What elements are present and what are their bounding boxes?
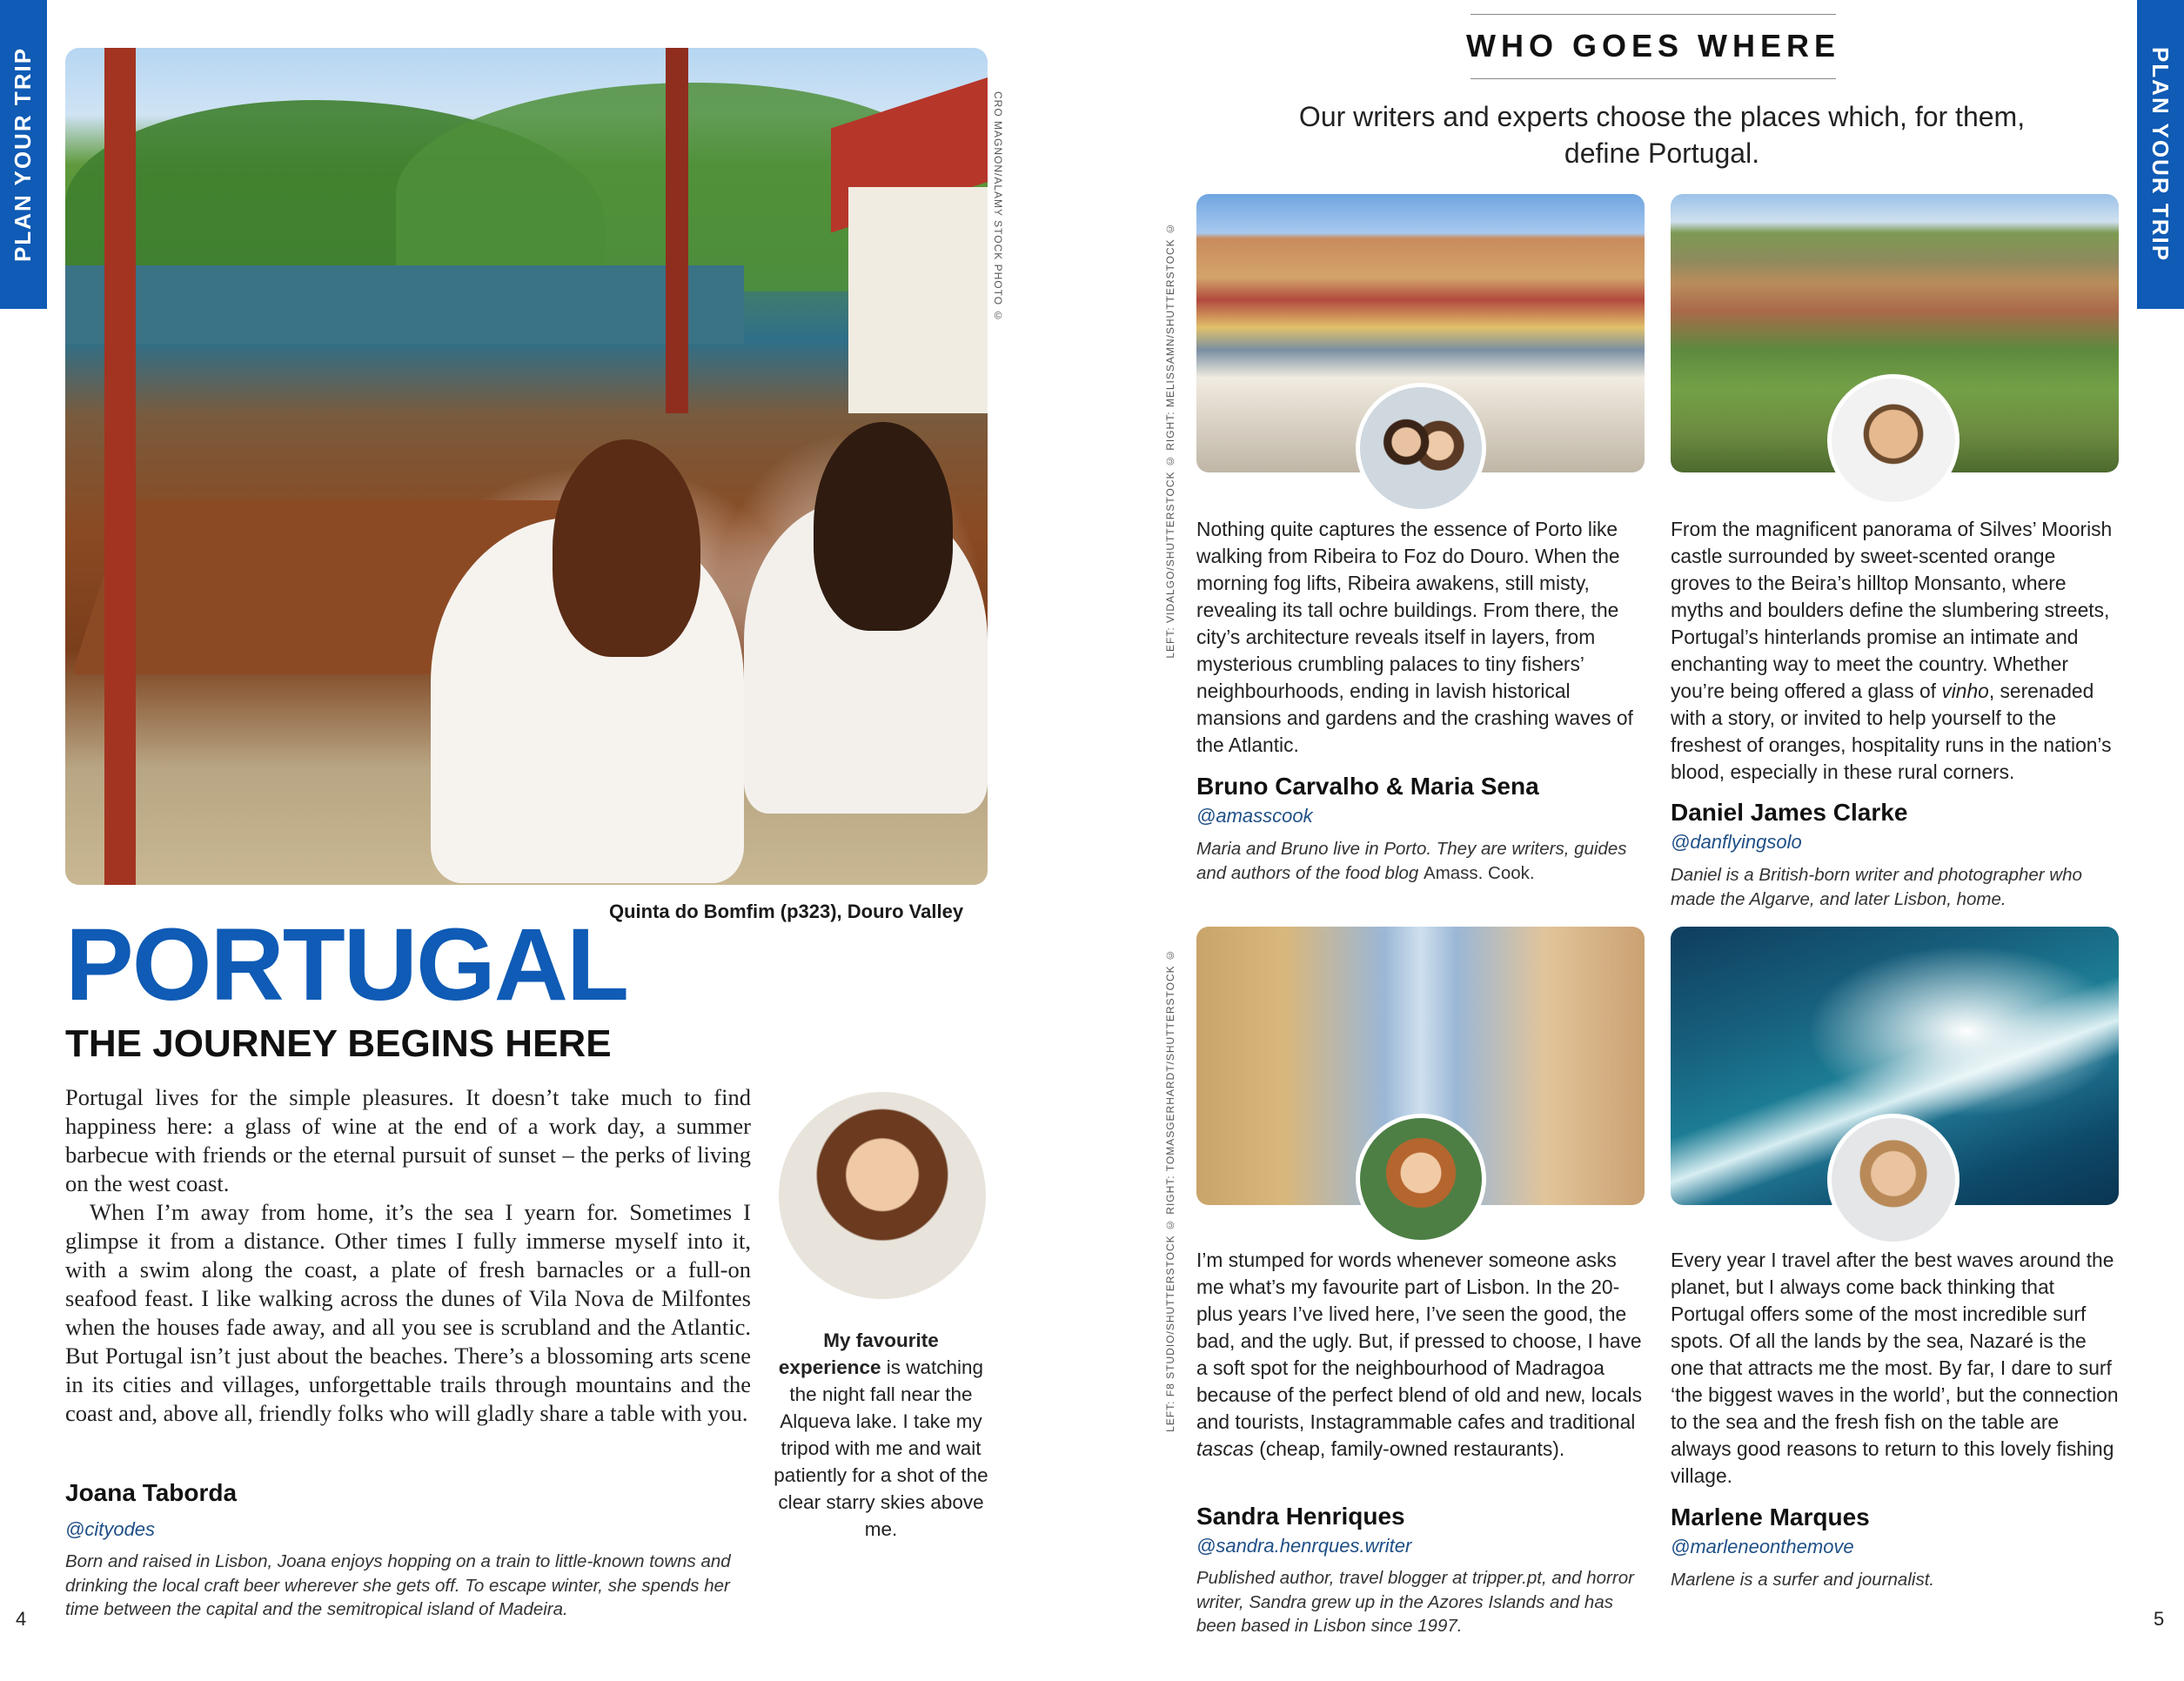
page-title: PORTUGAL [65,907,628,1022]
writer-portrait [1827,1114,1960,1246]
favourite-heading: My favourite experience [778,1329,939,1378]
side-tab-right-label: PLAN YOUR TRIP [2147,46,2174,263]
writer-text-emph: tascas [1196,1437,1254,1460]
photo-credit: CRO MAGNON/ALAMY STOCK PHOTO © [992,91,1004,323]
photo-credit-top: LEFT: VIDALGO/SHUTTERSTOCK © RIGHT: MELISSAMN/SHUTTERSTOCK © [1164,222,1176,659]
section-subtitle-line1: Our writers and experts choose the places which, for them, [1298,101,2026,132]
blog-name: Amass. Cook. [1424,862,1535,883]
writer-portrait [1356,383,1486,513]
writer-text-pre: From the magnificent panorama of Silves’ Moorish castle surrounded by sweet-scented orange groves to the Beira’s hilltop Monsanto, where myths and boulders define the slumbering streets, Portugal’s hinterlands promise an intimate and enchanting way to meet the country. Whether you’re being offered a glass of [1671,518,2113,702]
writer-handle[interactable]: @sandra.henrques.writer [1196,1535,1412,1557]
writer-name: Sandra Henriques [1196,1503,1405,1530]
writer-name: Marlene Marques [1671,1504,1870,1530]
side-tab-right [2137,0,2184,309]
section-title: WHO GOES WHERE [1465,28,1840,64]
photo-credit-bottom: LEFT: F8 STUDIO/SHUTTERSTOCK © RIGHT: TOMASGERHARDT/SHUTTERSTOCK © [1164,948,1176,1432]
writer-bio: Marlene is a surfer and journalist. [1671,1570,1935,1590]
writer-text-pre: I’m stumped for words whenever someone asks me what’s my favourite part of Lisbon. In the 20-plus years I’ve lived here, I’ve seen the good, the bad, and the ugly. But, if pressed to choose, I have a soft spot for the neighbourhood of Madragoa because of the perfect blend of old and new, locals and tourists, Instagrammable cafes and traditional [1196,1249,1643,1433]
writer-bio-pre: Maria and Bruno live in Porto. They are writers, guides and authors of the food blog [1196,839,1627,883]
author-name: Joana Taborda [65,1479,238,1506]
favourite-text: is watching the night fall near the Alqueva lake. I take my tripod with me and wait patiently for a shot of the clear starry skies above me. [774,1356,988,1540]
writer-name: Bruno Carvalho & Maria Sena [1196,773,1539,800]
page-number-right: 5 [2154,1608,2165,1630]
section-subtitle-line2: define Portugal. [1564,137,1760,169]
writer-text: Nothing quite captures the essence of Porto like walking from Ribeira to Foz do Douro. When the morning fog lifts, Ribeira awakens, still misty, revealing its tall ochre buildings. From there, the city’s architecture reveals itself in layers, from mysterious crumbling palaces to tiny fishers’ neighbourhoods, ending in lavish historical mansions and gardens and the crashing waves of the Atlantic. [1196,518,1633,756]
writer-text-post: , serenaded with a story, or invited to help yourself to the freshest of oranges, hospitality runs in the nation’s blood, especially in these rural corners. [1671,680,2112,783]
writer-handle[interactable]: @amasscook [1196,805,1313,827]
title-rule-bottom [1471,78,1836,79]
writer-portrait [1356,1114,1486,1244]
author-handle[interactable]: @cityodes [65,1518,156,1540]
writer-name: Daniel James Clarke [1671,799,1908,826]
author-portrait [774,1088,990,1303]
side-tab-left [0,0,47,309]
writer-handle[interactable]: @marleneonthemove [1671,1536,1854,1557]
writer-text-post: (cheap, family-owned restaurants). [1253,1437,1565,1460]
page-subtitle: THE JOURNEY BEGINS HERE [65,1022,612,1065]
writer-portrait [1827,374,1960,506]
title-rule-top [1471,14,1836,15]
writer-text-emph: vinho [1941,680,1989,702]
side-tab-left-label: PLAN YOUR TRIP [10,46,37,263]
writer-bio: Daniel is a British-born writer and photographer who made the Algarve, and later Lisbon, home. [1671,865,2082,909]
photo-caption: Quinta do Bomfim (p323), Douro Valley [609,901,964,922]
intro-paragraph: When I’m away from home, it’s the sea I yearn for. Sometimes I glimpse it from a distance. Other times I fully immerse myself into it, with a swim along the coast, a plate of fresh barnacles or a full-on seafood feast. I like walking across the dunes of Vila Nova de Milfontes when the houses fade away, and all you see is scrubland and the Atlantic. But Portugal isn’t just about the beaches. There’s a blossoming arts scene in its cities and villages, unforgettable trails through mountains and the coast and, above all, friendly folks who will gladly share a table with you. [65,1199,751,1426]
favourite-experience [770,1327,992,1543]
author-bio: Born and raised in Lisbon, Joana enjoys hopping on a train to little-known towns and drinking the local craft beer wherever she gets off. To escape winter, she spends her time between the capital and the semitropical island of Madeira. [65,1551,731,1619]
writer-handle[interactable]: @danflyingsolo [1671,831,1802,853]
writer-text [1196,1247,1645,1463]
page-number-left: 4 [16,1608,27,1630]
intro-paragraph: Portugal lives for the simple pleasures. It doesn’t take much to find happiness here: a glass of wine at the end of a work day, a summer barbecue with friends or the eternal pursuit of sunset – the perks of living on the west coast. [65,1084,751,1196]
writer-bio: Published author, travel blogger at tripper.pt, and horror writer, Sandra grew up in the Azores Islands and has been based in Lisbon since 1997. [1196,1568,1634,1636]
hero-photo [65,48,988,885]
writer-text: Every year I travel after the best waves around the planet, but I always come back thinking that Portugal offers some of the most incredible surf spots. Of all the lands by the sea, Nazaré is the one that attracts me the most. By far, I dare to surf ‘the biggest waves in the world’, but the connection to the sea and the fresh fish on the table are always good reasons to return to this lovely fishing village. [1671,1249,2119,1487]
writer-bio [1196,837,1645,885]
intro-text [65,1083,751,1428]
writer-text [1671,516,2119,786]
section-subtitle [1201,98,2123,171]
